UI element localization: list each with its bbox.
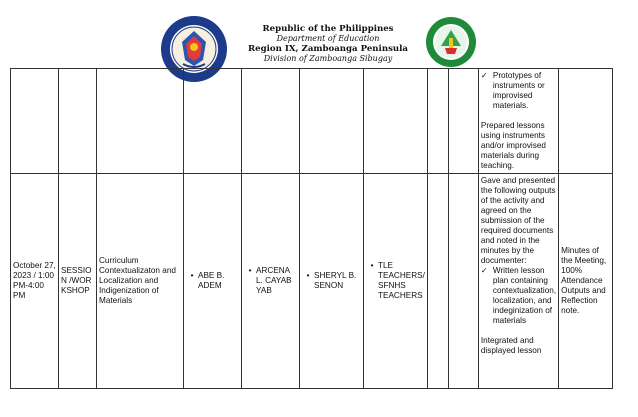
cell-empty [300,69,364,174]
cell-empty [184,69,242,174]
participants-cell [364,174,428,389]
participants-text: TLE TEACHERS/ SFNHS TEACHERS [378,261,425,300]
header-republic: Republic of the Philippines [262,24,394,34]
checkmark-icon: ✓ [480,266,488,275]
list-item [481,71,556,111]
person-cell [184,174,242,389]
evidence-cell: Minutes of the Meeting, 100% Attendance Outputs and Reflection note. [559,174,613,389]
cell-empty [427,69,448,174]
outputs-intro: Gave and presented the following outputs of the activity and agreed on the submission of the required documents and noted in the minutes by the documenter: [480,176,556,265]
cell-empty [11,69,59,174]
bullet-icon: • [306,271,310,280]
cell-empty [59,69,97,174]
header-department: Department of Education [276,34,380,43]
cell-empty [427,174,448,389]
list-item [481,266,556,326]
table-row [11,174,613,389]
person-name: ABE B. ADEM [198,271,225,290]
cell-empty [242,69,300,174]
activity-title-cell: Curriculum Contextualizaton and Localization and Indigenization of Materials [97,174,184,389]
check-item-text: Prototypes of instruments or improvised materials. [492,71,545,110]
activity-table [10,68,613,389]
header-division: Division of Zamboanga Sibugay [263,54,393,63]
cell-empty [364,69,428,174]
date-cell: October 27, 2023 / 1:00 PM-4:00 PM [11,174,59,389]
deped-seal-right [425,16,477,68]
person-name: ARCENA L. CAYABYAB [256,266,292,295]
checkmark-icon: ✓ [480,71,488,80]
header-text-block [238,24,418,64]
check-item-text: Written lesson plan containing contextualization, localization, and indeginization of materials [492,266,557,325]
person-name: SHERYL B. SENON [314,271,357,290]
bullet-icon: • [370,261,374,270]
cell-empty [448,69,478,174]
bullet-icon: • [190,271,194,280]
bullet-icon: • [248,266,252,275]
document-header [0,0,638,72]
outputs-tail: Integrated and displayed lesson [480,336,542,355]
outputs-cell [478,69,558,174]
cell-empty [448,174,478,389]
table-row [11,69,613,174]
header-region: Region IX, Zamboanga Peninsula [248,44,408,54]
outputs-cell [478,174,558,389]
cell-empty [97,69,184,174]
person-cell [242,174,300,389]
person-cell [300,174,364,389]
outputs-paragraph: Prepared lessons using instruments and/or improvised materials during teaching. [480,121,546,170]
activity-type-cell: SESSION /WORKSHOP [59,174,97,389]
cell-empty [559,69,613,174]
